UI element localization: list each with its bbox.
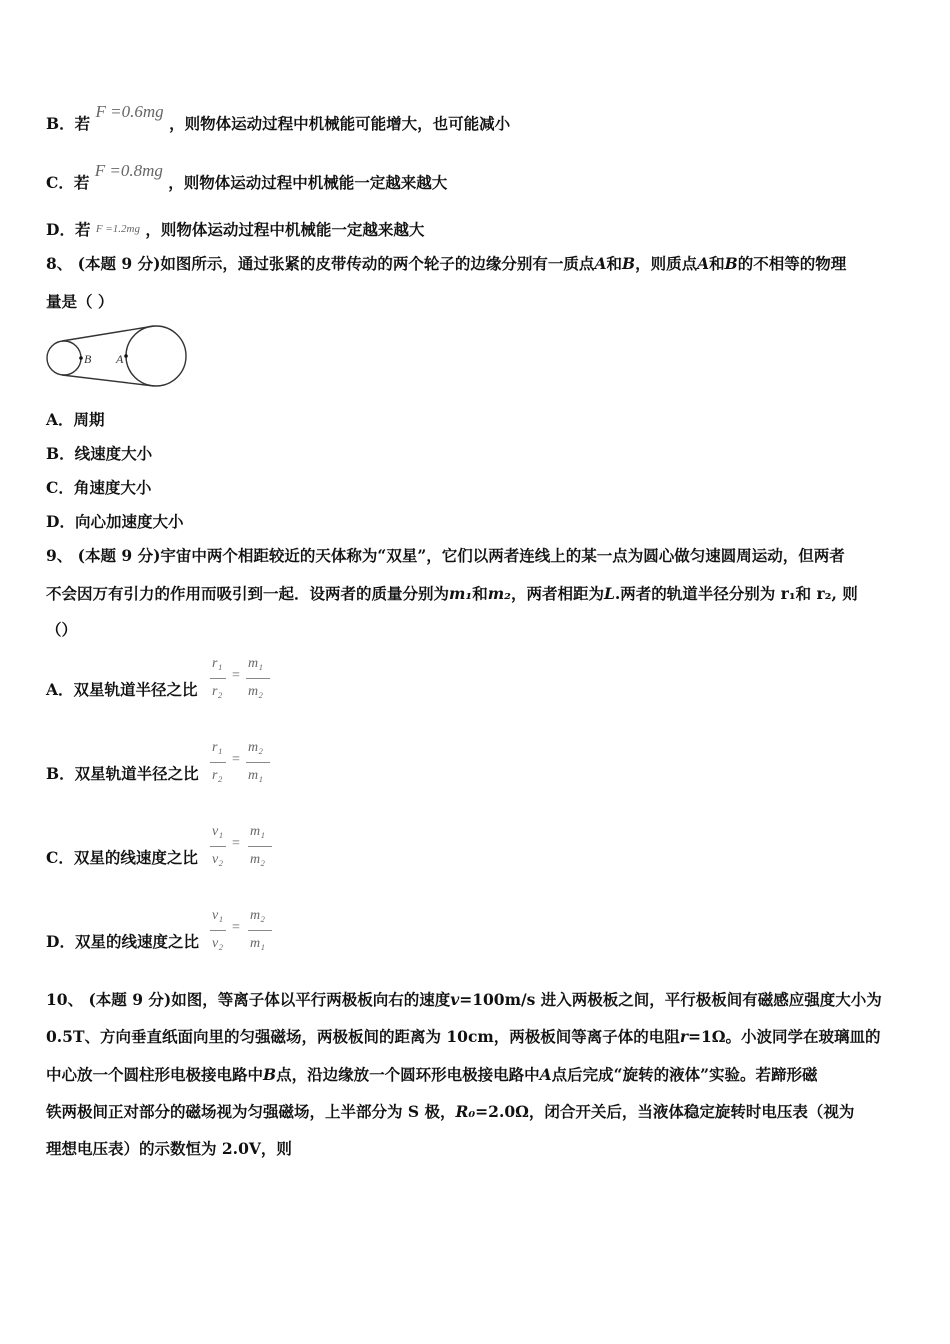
q9-stem-part-c: .两者的轨道半径分别为 r₁和 r₂, 则 — [614, 584, 858, 603]
q10-part-3a: 中心放一个圆柱形电极接电路中 — [46, 1065, 264, 1084]
q8-option-b: B．线速度大小 — [46, 444, 153, 463]
q9-option-c-formula — [210, 824, 276, 872]
q9-d-num-right: m₂ — [250, 908, 265, 923]
q9-d-bar-left — [210, 930, 226, 931]
q10-stem-line1 — [46, 990, 882, 1010]
q7-option-b-formula: F =0.6mg — [95, 102, 164, 121]
q9-c-den-right: m₂ — [250, 852, 265, 867]
q8-stem-line1 — [46, 254, 846, 274]
figure-label-a: A — [116, 352, 124, 366]
q7-option-d-label: D．若 — [46, 220, 91, 239]
q9-b-equals: = — [232, 752, 240, 767]
q8-and1: 和 — [606, 254, 622, 273]
q7-option-c — [46, 161, 448, 193]
q10-stem-line2 — [46, 1027, 881, 1047]
q7-option-c-label: C．若 — [46, 173, 90, 192]
q10-part-2a: 0.5T、方向垂直纸面向里的匀强磁场，两极板间的距离为 10cm，两极板间等离子体的电阻 — [46, 1027, 680, 1046]
point-a-dot — [124, 354, 128, 358]
figure-label-b: B — [84, 352, 92, 366]
q9-a-num-right: m₁ — [248, 656, 263, 671]
q8-point-a2: A — [697, 254, 710, 273]
q10-point-b: B — [263, 1065, 277, 1084]
q8-option-d: D．向心加速度大小 — [46, 512, 184, 531]
q9-d-num-left: v₁ — [212, 908, 224, 923]
q9-stem-part-a: 不会因万有引力的作用而吸引到一起．设两者的质量分别为 — [46, 584, 450, 603]
q9-c-num-left: v₁ — [212, 824, 224, 839]
q9-c-bar-left — [210, 846, 226, 847]
q9-b-bar-right — [246, 762, 270, 763]
q9-c-num-right: m₁ — [250, 824, 265, 839]
q9-b-num-right: m₂ — [248, 740, 263, 755]
q9-c-bar-right — [248, 846, 272, 847]
belt-bottom — [62, 375, 154, 386]
q10-part-3c: 点后完成“旋转的液体”实验。若蹄形磁 — [551, 1065, 818, 1084]
q9-a-den-left: r₂ — [212, 684, 223, 699]
q9-option-b-label: B．双星轨道半径之比 — [46, 764, 199, 783]
q8-stem-part3: 的不相等的物理 — [737, 254, 847, 273]
q9-b-bar-left — [210, 762, 226, 763]
q9-stem-part-b: ，两者相距为 — [510, 584, 604, 603]
q9-a-den-right: m₂ — [248, 684, 263, 699]
q9-option-c-label: C．双星的线速度之比 — [46, 848, 198, 867]
q9-option-d-formula — [210, 908, 276, 956]
q9-c-equals: = — [232, 836, 240, 851]
q10-part-1b: =100m/s 进入两极板之间，平行极板间有磁感应强度大小为 — [459, 990, 882, 1009]
q8-point-a: A — [594, 254, 607, 273]
large-wheel — [126, 326, 186, 386]
small-wheel — [47, 341, 81, 375]
q9-a-equals: = — [232, 668, 240, 683]
q9-and: 和 — [472, 584, 488, 603]
q9-m1: m₁ — [449, 584, 473, 603]
belt-pulley-figure — [44, 322, 190, 392]
q7-option-d — [46, 220, 424, 242]
q9-a-bar-left — [210, 678, 226, 679]
q9-a-num-left: r₁ — [212, 656, 223, 671]
q9-distance-l: L — [603, 584, 615, 603]
q9-d-den-left: v₂ — [212, 936, 224, 951]
q9-option-a-formula — [210, 656, 276, 704]
q8-point-b2: B — [724, 254, 738, 273]
q9-b-den-right: m₁ — [248, 768, 263, 783]
q9-c-den-left: v₂ — [212, 852, 224, 867]
q10-stem-line3 — [46, 1065, 818, 1085]
q7-option-b-text: ，则物体运动过程中机械能可能增大，也可能减小 — [169, 114, 511, 133]
q9-d-den-right: m₁ — [250, 936, 265, 951]
q9-stem-line2 — [46, 584, 858, 604]
q7-option-b-label: B．若 — [46, 114, 91, 133]
q10-part-4b: =2.0Ω，闭合开关后，当液体稳定旋转时电压表（视为 — [475, 1102, 855, 1121]
q8-stem-part2: ，则质点 — [635, 254, 698, 273]
q10-part-1a: 10、 (本题 9 分)如图，等离子体以平行两极板向右的速度 — [46, 990, 451, 1009]
q9-a-bar-right — [246, 678, 270, 679]
q10-stem-line4 — [46, 1102, 854, 1122]
q8-option-c: C．角速度大小 — [46, 478, 152, 497]
q10-part-2b: =1Ω。小波同学在玻璃皿的 — [687, 1027, 881, 1046]
q8-point-b: B — [621, 254, 636, 273]
q8-stem-line2: 量是（ ） — [46, 292, 114, 311]
q9-stem-line1: 9、 (本题 9 分)宇宙中两个相距较近的天体称为“双星”，它们以两者连线上的某一点为圆心做匀速圆周运动，但两者 — [46, 546, 845, 565]
q10-resistance-r: r — [679, 1027, 688, 1046]
q9-d-bar-right — [248, 930, 272, 931]
q9-option-a-label: A．双星轨道半径之比 — [46, 680, 198, 699]
q9-option-d-label: D．双星的线速度之比 — [46, 932, 199, 951]
q9-d-equals: = — [232, 920, 240, 935]
q10-stem-line5: 理想电压表）的示数恒为 2.0V，则 — [46, 1139, 292, 1158]
q9-option-b-formula — [210, 740, 276, 788]
q8-option-a: A．周期 — [46, 410, 105, 429]
belt-top — [62, 326, 154, 341]
q9-b-num-left: r₁ — [212, 740, 223, 755]
q7-option-d-formula: F =1.2mg — [95, 223, 140, 235]
q10-velocity-v: v — [450, 990, 460, 1009]
q10-point-a: A — [539, 1065, 552, 1084]
q7-option-b — [46, 102, 511, 134]
q10-part-3b: 点，沿边缘放一个圆环形电极接电路中 — [276, 1065, 540, 1084]
q8-and2: 和 — [709, 254, 725, 273]
q7-option-c-formula: F =0.8mg — [94, 161, 163, 180]
q10-part-4a: 铁两极间正对部分的磁场视为匀强磁场，上半部分为 S 极， — [46, 1102, 456, 1121]
q9-m2: m₂ — [487, 584, 511, 603]
point-b-dot — [79, 356, 83, 360]
q9-stem-line3: （） — [46, 620, 78, 639]
q7-option-c-text: ，则物体运动过程中机械能一定越来越大 — [168, 173, 448, 192]
q8-stem-part1: 8、 (本题 9 分)如图所示，通过张紧的皮带传动的两个轮子的边缘分别有一质点 — [46, 254, 595, 273]
q10-resistance-r0: R₀ — [455, 1102, 476, 1121]
q7-option-d-text: ，则物体运动过程中机械能一定越来越大 — [145, 220, 425, 239]
q9-b-den-left: r₂ — [212, 768, 223, 783]
